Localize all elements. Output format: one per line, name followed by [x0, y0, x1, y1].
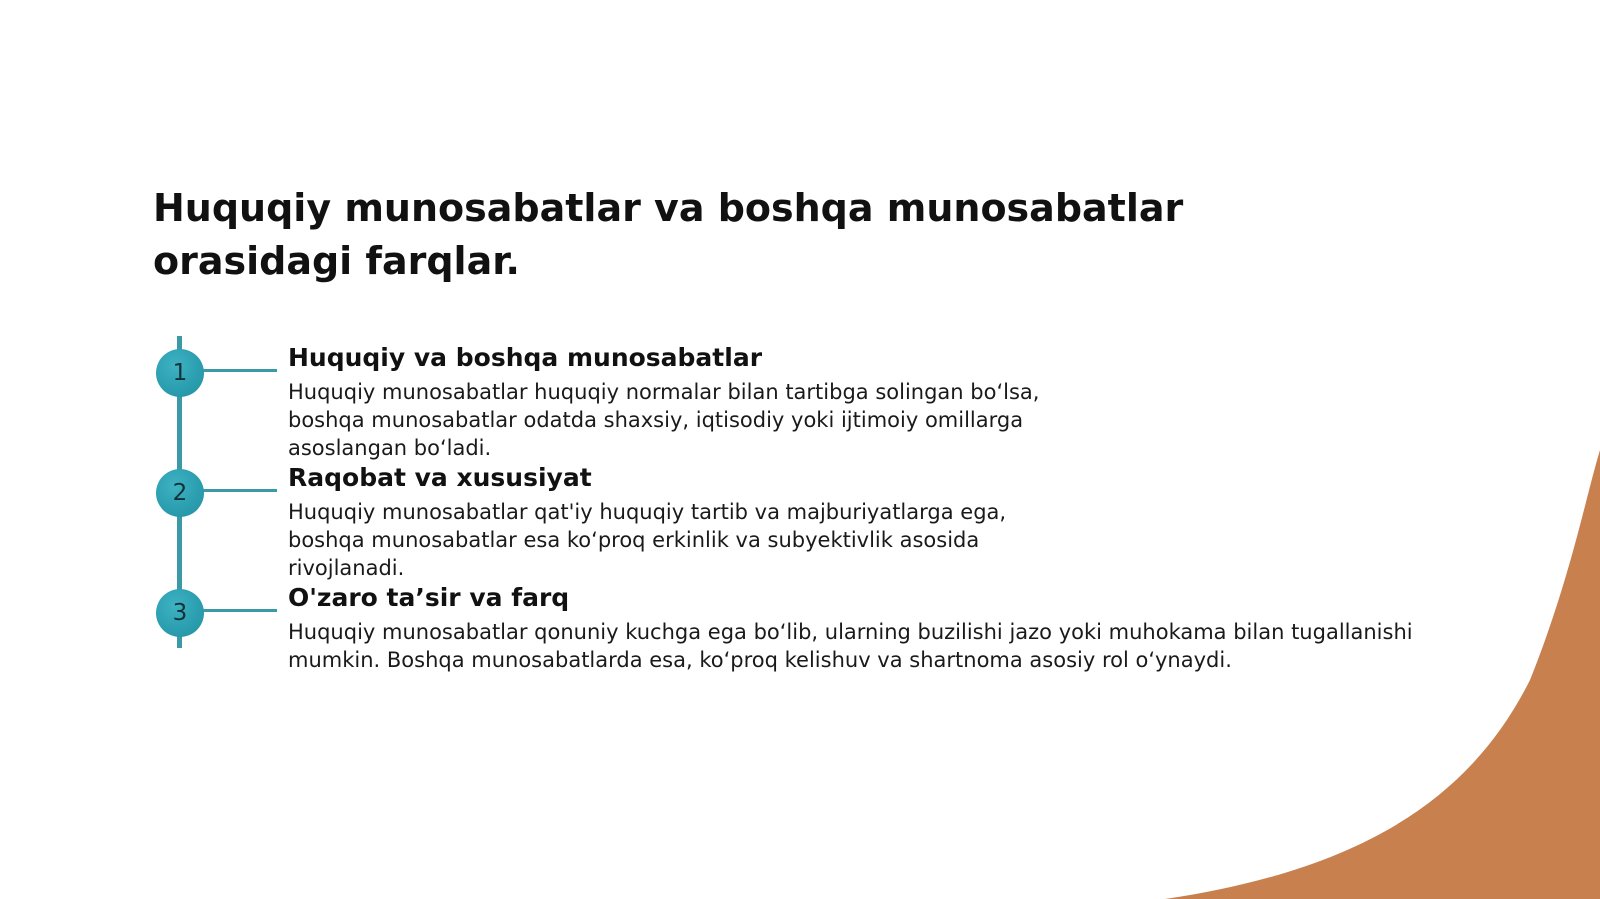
connector-line-3 — [200, 609, 277, 612]
step-3-heading: O'zaro ta’sir va farq — [288, 583, 570, 612]
step-number-3-badge: 3 — [156, 589, 204, 637]
connector-line-2 — [200, 489, 277, 492]
step-3-text: Huquqiy munosabatlar qonuniy kuchga ega bo‘lib, ularning buzilishi jazo yoki muhokama bilan tugallanishi mumkin. Boshqa munosabatlarda esa, ko‘proq kelishuv va shartnoma asosiy rol o‘ynaydi. — [288, 620, 1413, 672]
slide-title: Huquqiy munosabatlar va boshqa munosabatlar orasidagi farqlar. — [153, 186, 1184, 283]
step-number-2-badge: 2 — [156, 469, 204, 517]
step-1-heading: Huquqiy va boshqa munosabatlar — [288, 343, 763, 372]
step-2-text: Huquqiy munosabatlar qat'iy huquqiy tartib va majburiyatlarga ega, boshqa munosabatlar esa ko‘proq erkinlik va subyektivlik asosida rivojlanadi. — [288, 500, 1007, 580]
step-2-heading: Raqobat va xususiyat — [288, 463, 592, 492]
connector-line-1 — [200, 369, 277, 372]
step-number-1-badge: 1 — [156, 349, 204, 397]
step-1-text: Huquqiy munosabatlar huquqiy normalar bilan tartibga solingan bo‘lsa, boshqa munosabatlar odatda shaxsiy, iqtisodiy yoki ijtimoiy omillarga asoslangan bo‘ladi. — [288, 380, 1040, 460]
